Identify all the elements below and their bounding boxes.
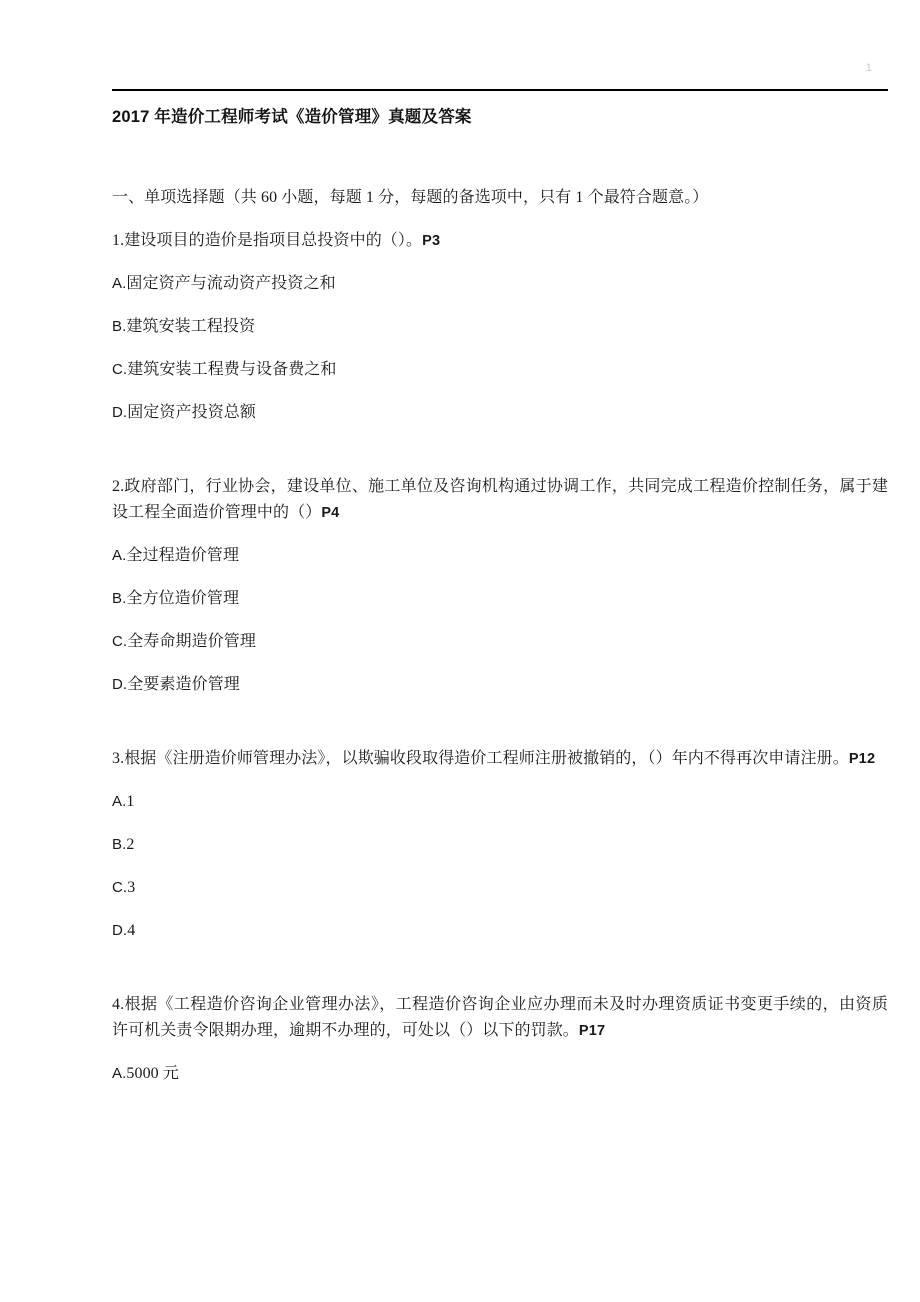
option-key: A.: [112, 275, 127, 292]
option-item[interactable]: [112, 383, 888, 426]
option-item[interactable]: [112, 297, 888, 340]
title-spacer: [112, 130, 888, 185]
question-block: [112, 992, 888, 1087]
section-spacer: [112, 211, 888, 228]
option-item[interactable]: [112, 612, 888, 655]
option-text: 全过程造价管理: [126, 547, 240, 564]
option-key: B.: [112, 590, 127, 607]
option-item[interactable]: [112, 772, 888, 815]
option-text: 建筑安装工程投资: [126, 318, 256, 335]
option-list: [112, 772, 888, 944]
option-text: 全要素造价管理: [127, 676, 240, 693]
option-key: A.: [112, 547, 127, 564]
block-gap: [112, 698, 888, 746]
option-item[interactable]: [112, 1044, 888, 1087]
document-body: [112, 104, 888, 1087]
option-text: 固定资产投资总额: [127, 404, 257, 421]
option-key: C.: [112, 361, 128, 378]
option-item[interactable]: [112, 526, 888, 569]
question-block: [112, 228, 888, 426]
option-list: [112, 1044, 888, 1087]
question-stem: [112, 474, 888, 526]
block-gap: [112, 944, 888, 992]
option-item[interactable]: [112, 340, 888, 383]
option-text: 3: [127, 879, 136, 896]
option-item[interactable]: [112, 655, 888, 698]
question-block: [112, 474, 888, 698]
option-key: D.: [112, 404, 128, 421]
question-stem: [112, 992, 888, 1044]
option-text: 2: [126, 836, 135, 853]
question-stem: [112, 746, 888, 772]
option-item[interactable]: [112, 858, 888, 901]
option-text: 1: [126, 793, 135, 810]
header-divider: [112, 89, 888, 91]
option-text: 5000 元: [126, 1065, 179, 1082]
option-key: D.: [112, 676, 128, 693]
option-list: [112, 254, 888, 426]
page-number-mark: 1: [865, 62, 873, 74]
section-heading: 一、单项选择题（共 60 小题，每题 1 分，每题的备选项中，只有 1 个最符合题意。）: [112, 189, 709, 206]
option-text: 固定资产与流动资产投资之和: [126, 275, 336, 292]
question-stem-text: 2.政府部门，行业协会，建设单位、施工单位及咨询机构通过协调工作，共同完成工程造价控制任务，属于建设工程全面造价管理中的（）: [112, 478, 888, 521]
question-block: [112, 746, 888, 944]
question-page-ref: P17: [578, 1023, 606, 1039]
option-item[interactable]: [112, 569, 888, 612]
question-page-ref: P3: [422, 233, 441, 249]
option-text: 4: [127, 922, 136, 939]
option-key: A.: [112, 1065, 127, 1082]
option-key: B.: [112, 318, 127, 335]
block-gap: [112, 426, 888, 474]
option-text: 全寿命期造价管理: [127, 633, 257, 650]
question-page-ref: P4: [321, 505, 340, 521]
option-list: [112, 526, 888, 698]
option-key: B.: [112, 836, 127, 853]
option-key: A.: [112, 793, 127, 810]
option-text: 建筑安装工程费与设备费之和: [127, 361, 337, 378]
question-page-ref: P12: [848, 751, 876, 767]
option-key: C.: [112, 879, 128, 896]
question-stem-text: 4.根据《工程造价咨询企业管理办法》，工程造价咨询企业应办理而未及时办理资质证书变更手续的，由资质许可机关责令限期办理，逾期不办理的，可处以（）以下的罚款。: [112, 996, 888, 1039]
option-key: C.: [112, 633, 128, 650]
option-item[interactable]: [112, 901, 888, 944]
option-item[interactable]: [112, 254, 888, 297]
question-stem-text: 1.建设项目的造价是指项目总投资中的（）。: [112, 232, 423, 249]
page-title: 2017 年造价工程师考试《造价管理》真题及答案: [112, 108, 472, 126]
option-text: 全方位造价管理: [126, 590, 240, 607]
option-item[interactable]: [112, 815, 888, 858]
option-key: D.: [112, 922, 128, 939]
question-stem: [112, 228, 888, 254]
question-stem-text: 3.根据《注册造价师管理办法》，以欺骗收段取得造价工程师注册被撤销的，（）年内不得再次申请注册。: [112, 750, 849, 767]
